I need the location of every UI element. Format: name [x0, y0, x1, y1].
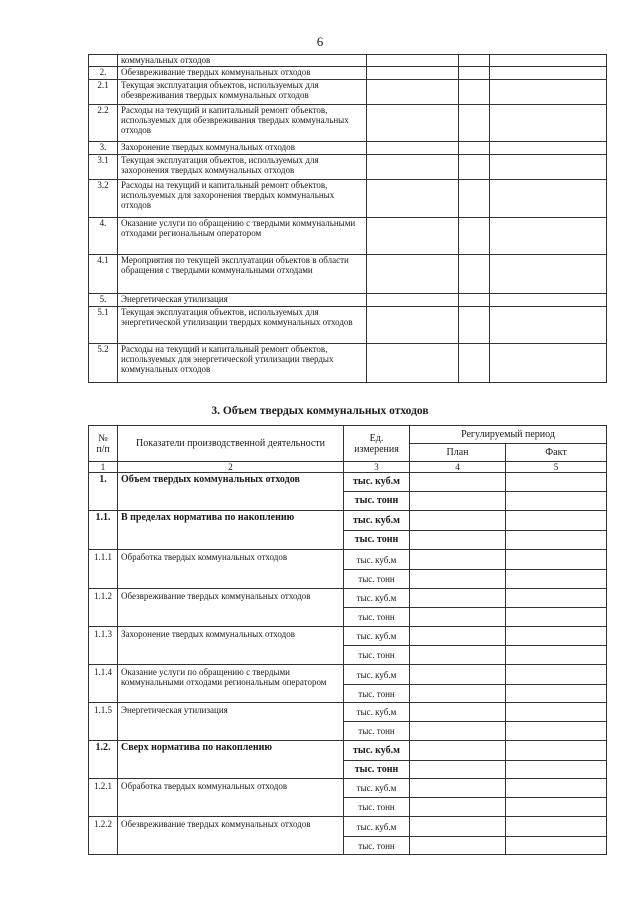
plan-cell [410, 646, 506, 665]
unit-cell: тыс. тонн [344, 761, 410, 779]
empty-cell [490, 307, 607, 344]
row-description: Обезвреживание твердых коммунальных отходов [118, 817, 344, 855]
row-description: Расходы на текущий и капитальный ремонт объектов, используемых для энергетической утилизации твердых коммунальных отходов [118, 344, 367, 383]
col-number: 4 [410, 462, 506, 473]
row-description: Текущая эксплуатация объектов, используемых для энергетической утилизации твердых коммунальных отходов [118, 307, 367, 344]
unit-cell: тыс. куб.м [344, 741, 410, 761]
plan-cell [410, 685, 506, 703]
empty-cell [459, 67, 490, 80]
plan-cell [410, 741, 506, 761]
page-number: 6 [316, 34, 324, 49]
unit-cell: тыс. тонн [344, 685, 410, 703]
header-fact: Факт [506, 444, 607, 462]
fact-cell [506, 722, 607, 741]
plan-cell [410, 492, 506, 511]
row-number: 1.1.1 [89, 550, 118, 589]
unit-cell: тыс. куб.м [344, 817, 410, 837]
row-number [89, 55, 118, 67]
plan-cell [410, 761, 506, 779]
empty-cell [459, 294, 490, 307]
row-description: Энергетическая утилизация [118, 294, 367, 307]
fact-cell [506, 492, 607, 511]
empty-cell [490, 255, 607, 294]
table-row [89, 511, 607, 531]
plan-cell [410, 817, 506, 837]
row-number: 2. [89, 67, 118, 80]
row-description: Энергетическая утилизация [118, 703, 344, 741]
fact-cell [506, 817, 607, 837]
empty-cell [367, 255, 459, 294]
empty-cell [490, 344, 607, 383]
row-description: коммунальных отходов [118, 55, 367, 67]
col-number: 1 [89, 462, 118, 473]
row-description: Обработка твердых коммунальных отходов [118, 779, 344, 817]
empty-cell [367, 80, 459, 105]
section-title: 3. Объем твердых коммунальных отходов [211, 405, 429, 417]
row-number: 1.1.5 [89, 703, 118, 741]
table-row [89, 344, 607, 383]
row-number: 5.1 [89, 307, 118, 344]
unit-cell: тыс. тонн [344, 492, 410, 511]
row-description: Обработка твердых коммунальных отходов [118, 550, 344, 589]
row-number: 1.2.1 [89, 779, 118, 817]
unit-cell: тыс. тонн [344, 570, 410, 589]
empty-cell [490, 180, 607, 218]
empty-cell [490, 67, 607, 80]
unit-cell: тыс. тонн [344, 646, 410, 665]
row-description: Обезвреживание твердых коммунальных отходов [118, 67, 367, 80]
col-number: 3 [344, 462, 410, 473]
fact-cell [506, 703, 607, 722]
empty-cell [367, 307, 459, 344]
row-description: Мероприятия по текущей эксплуатации объектов в области обращения с твердыми коммунальными отходами [118, 255, 367, 294]
row-description: Захоронение твердых коммунальных отходов [118, 142, 367, 155]
empty-cell [367, 180, 459, 218]
table-row [89, 665, 607, 685]
plan-cell [410, 837, 506, 855]
plan-cell [410, 665, 506, 685]
fact-cell [506, 837, 607, 855]
row-number: 4.1 [89, 255, 118, 294]
empty-cell [459, 218, 490, 255]
row-description: Расходы на текущий и капитальный ремонт объектов, используемых для захоронения твердых коммунальных отходов [118, 180, 367, 218]
table-row [89, 703, 607, 722]
table-row [89, 589, 607, 608]
fact-cell [506, 570, 607, 589]
unit-cell: тыс. тонн [344, 531, 410, 550]
fact-cell [506, 798, 607, 817]
header-plan: План [410, 444, 506, 462]
row-number: 5. [89, 294, 118, 307]
empty-cell [367, 142, 459, 155]
fact-cell [506, 608, 607, 627]
fact-cell [506, 685, 607, 703]
plan-cell [410, 473, 506, 492]
unit-cell: тыс. куб.м [344, 665, 410, 685]
unit-cell: тыс. куб.м [344, 589, 410, 608]
plan-cell [410, 627, 506, 646]
plan-cell [410, 570, 506, 589]
row-number: 1.1. [89, 511, 118, 550]
table-row [89, 255, 607, 294]
col-number: 2 [118, 462, 344, 473]
row-description: Обезвреживание твердых коммунальных отходов [118, 589, 344, 627]
fact-cell [506, 550, 607, 570]
empty-cell [459, 55, 490, 67]
waste-volume-table [88, 425, 607, 855]
table-row [89, 627, 607, 646]
fact-cell [506, 511, 607, 531]
header-indicator: Показатели производственной деятельности [118, 426, 344, 462]
row-number: 3.2 [89, 180, 118, 218]
unit-cell: тыс. куб.м [344, 511, 410, 531]
row-number: 5.2 [89, 344, 118, 383]
row-description: Текущая эксплуатация объектов, используемых для захоронения твердых коммунальных отходов [118, 155, 367, 180]
empty-cell [490, 294, 607, 307]
empty-cell [490, 55, 607, 67]
row-number: 3. [89, 142, 118, 155]
plan-cell [410, 798, 506, 817]
row-number: 1. [89, 473, 118, 511]
empty-cell [367, 294, 459, 307]
row-description: Текущая эксплуатация объектов, используемых для обезвреживания твердых коммунальных отходов [118, 80, 367, 105]
table-row [89, 105, 607, 142]
table-row [89, 741, 607, 761]
empty-cell [367, 55, 459, 67]
row-description: Захоронение твердых коммунальных отходов [118, 627, 344, 665]
fact-cell [506, 473, 607, 492]
table-row [89, 218, 607, 255]
row-description: Оказание услуги по обращению с твердыми коммунальными отходами региональным оператором [118, 665, 344, 703]
expenses-table-continuation [88, 54, 607, 383]
empty-cell [459, 105, 490, 142]
header-unit: Ед. измерения [344, 426, 410, 462]
empty-cell [490, 155, 607, 180]
header-period: Регулируемый период [410, 426, 607, 444]
fact-cell [506, 627, 607, 646]
row-number: 3.1 [89, 155, 118, 180]
table-row [89, 180, 607, 218]
empty-cell [367, 344, 459, 383]
empty-cell [490, 218, 607, 255]
table-row [89, 817, 607, 837]
empty-cell [459, 180, 490, 218]
empty-cell [490, 142, 607, 155]
plan-cell [410, 703, 506, 722]
empty-cell [367, 67, 459, 80]
fact-cell [506, 761, 607, 779]
header-num: № п/п [89, 426, 118, 462]
plan-cell [410, 589, 506, 608]
plan-cell [410, 511, 506, 531]
row-number: 1.1.2 [89, 589, 118, 627]
empty-cell [459, 80, 490, 105]
fact-cell [506, 589, 607, 608]
row-description: Оказание услуги по обращению с твердыми коммунальными отходами региональным оператором [118, 218, 367, 255]
row-description: Объем твердых коммунальных отходов [118, 473, 344, 511]
plan-cell [410, 608, 506, 627]
row-number: 1.2. [89, 741, 118, 779]
table-row [89, 779, 607, 798]
unit-cell: тыс. куб.м [344, 473, 410, 492]
table-row [89, 67, 607, 80]
empty-cell [367, 218, 459, 255]
table-row [89, 142, 607, 155]
plan-cell [410, 531, 506, 550]
fact-cell [506, 779, 607, 798]
unit-cell: тыс. куб.м [344, 779, 410, 798]
unit-cell: тыс. куб.м [344, 627, 410, 646]
row-number: 2.2 [89, 105, 118, 142]
row-number: 1.1.3 [89, 627, 118, 665]
empty-cell [459, 344, 490, 383]
unit-cell: тыс. куб.м [344, 703, 410, 722]
fact-cell [506, 531, 607, 550]
table-row [89, 80, 607, 105]
plan-cell [410, 779, 506, 798]
table-row [89, 550, 607, 570]
empty-cell [367, 155, 459, 180]
empty-cell [490, 80, 607, 105]
empty-cell [490, 105, 607, 142]
empty-cell [367, 105, 459, 142]
table-row [89, 155, 607, 180]
row-description: Расходы на текущий и капитальный ремонт объектов, используемых для обезвреживания твердых коммунальных отходов [118, 105, 367, 142]
row-number: 1.2.2 [89, 817, 118, 855]
unit-cell: тыс. куб.м [344, 550, 410, 570]
table-row [89, 473, 607, 492]
unit-cell: тыс. тонн [344, 798, 410, 817]
row-number: 2.1 [89, 80, 118, 105]
row-description: Сверх норматива по накоплению [118, 741, 344, 779]
fact-cell [506, 665, 607, 685]
plan-cell [410, 550, 506, 570]
table-row [89, 307, 607, 344]
table-row [89, 294, 607, 307]
empty-cell [459, 155, 490, 180]
col-number: 5 [506, 462, 607, 473]
unit-cell: тыс. тонн [344, 608, 410, 627]
empty-cell [459, 255, 490, 294]
table-row [89, 55, 607, 67]
fact-cell [506, 741, 607, 761]
unit-cell: тыс. тонн [344, 837, 410, 855]
empty-cell [459, 142, 490, 155]
row-number: 1.1.4 [89, 665, 118, 703]
row-number: 4. [89, 218, 118, 255]
fact-cell [506, 646, 607, 665]
empty-cell [459, 307, 490, 344]
row-description: В пределах норматива по накоплению [118, 511, 344, 550]
unit-cell: тыс. тонн [344, 722, 410, 741]
plan-cell [410, 722, 506, 741]
